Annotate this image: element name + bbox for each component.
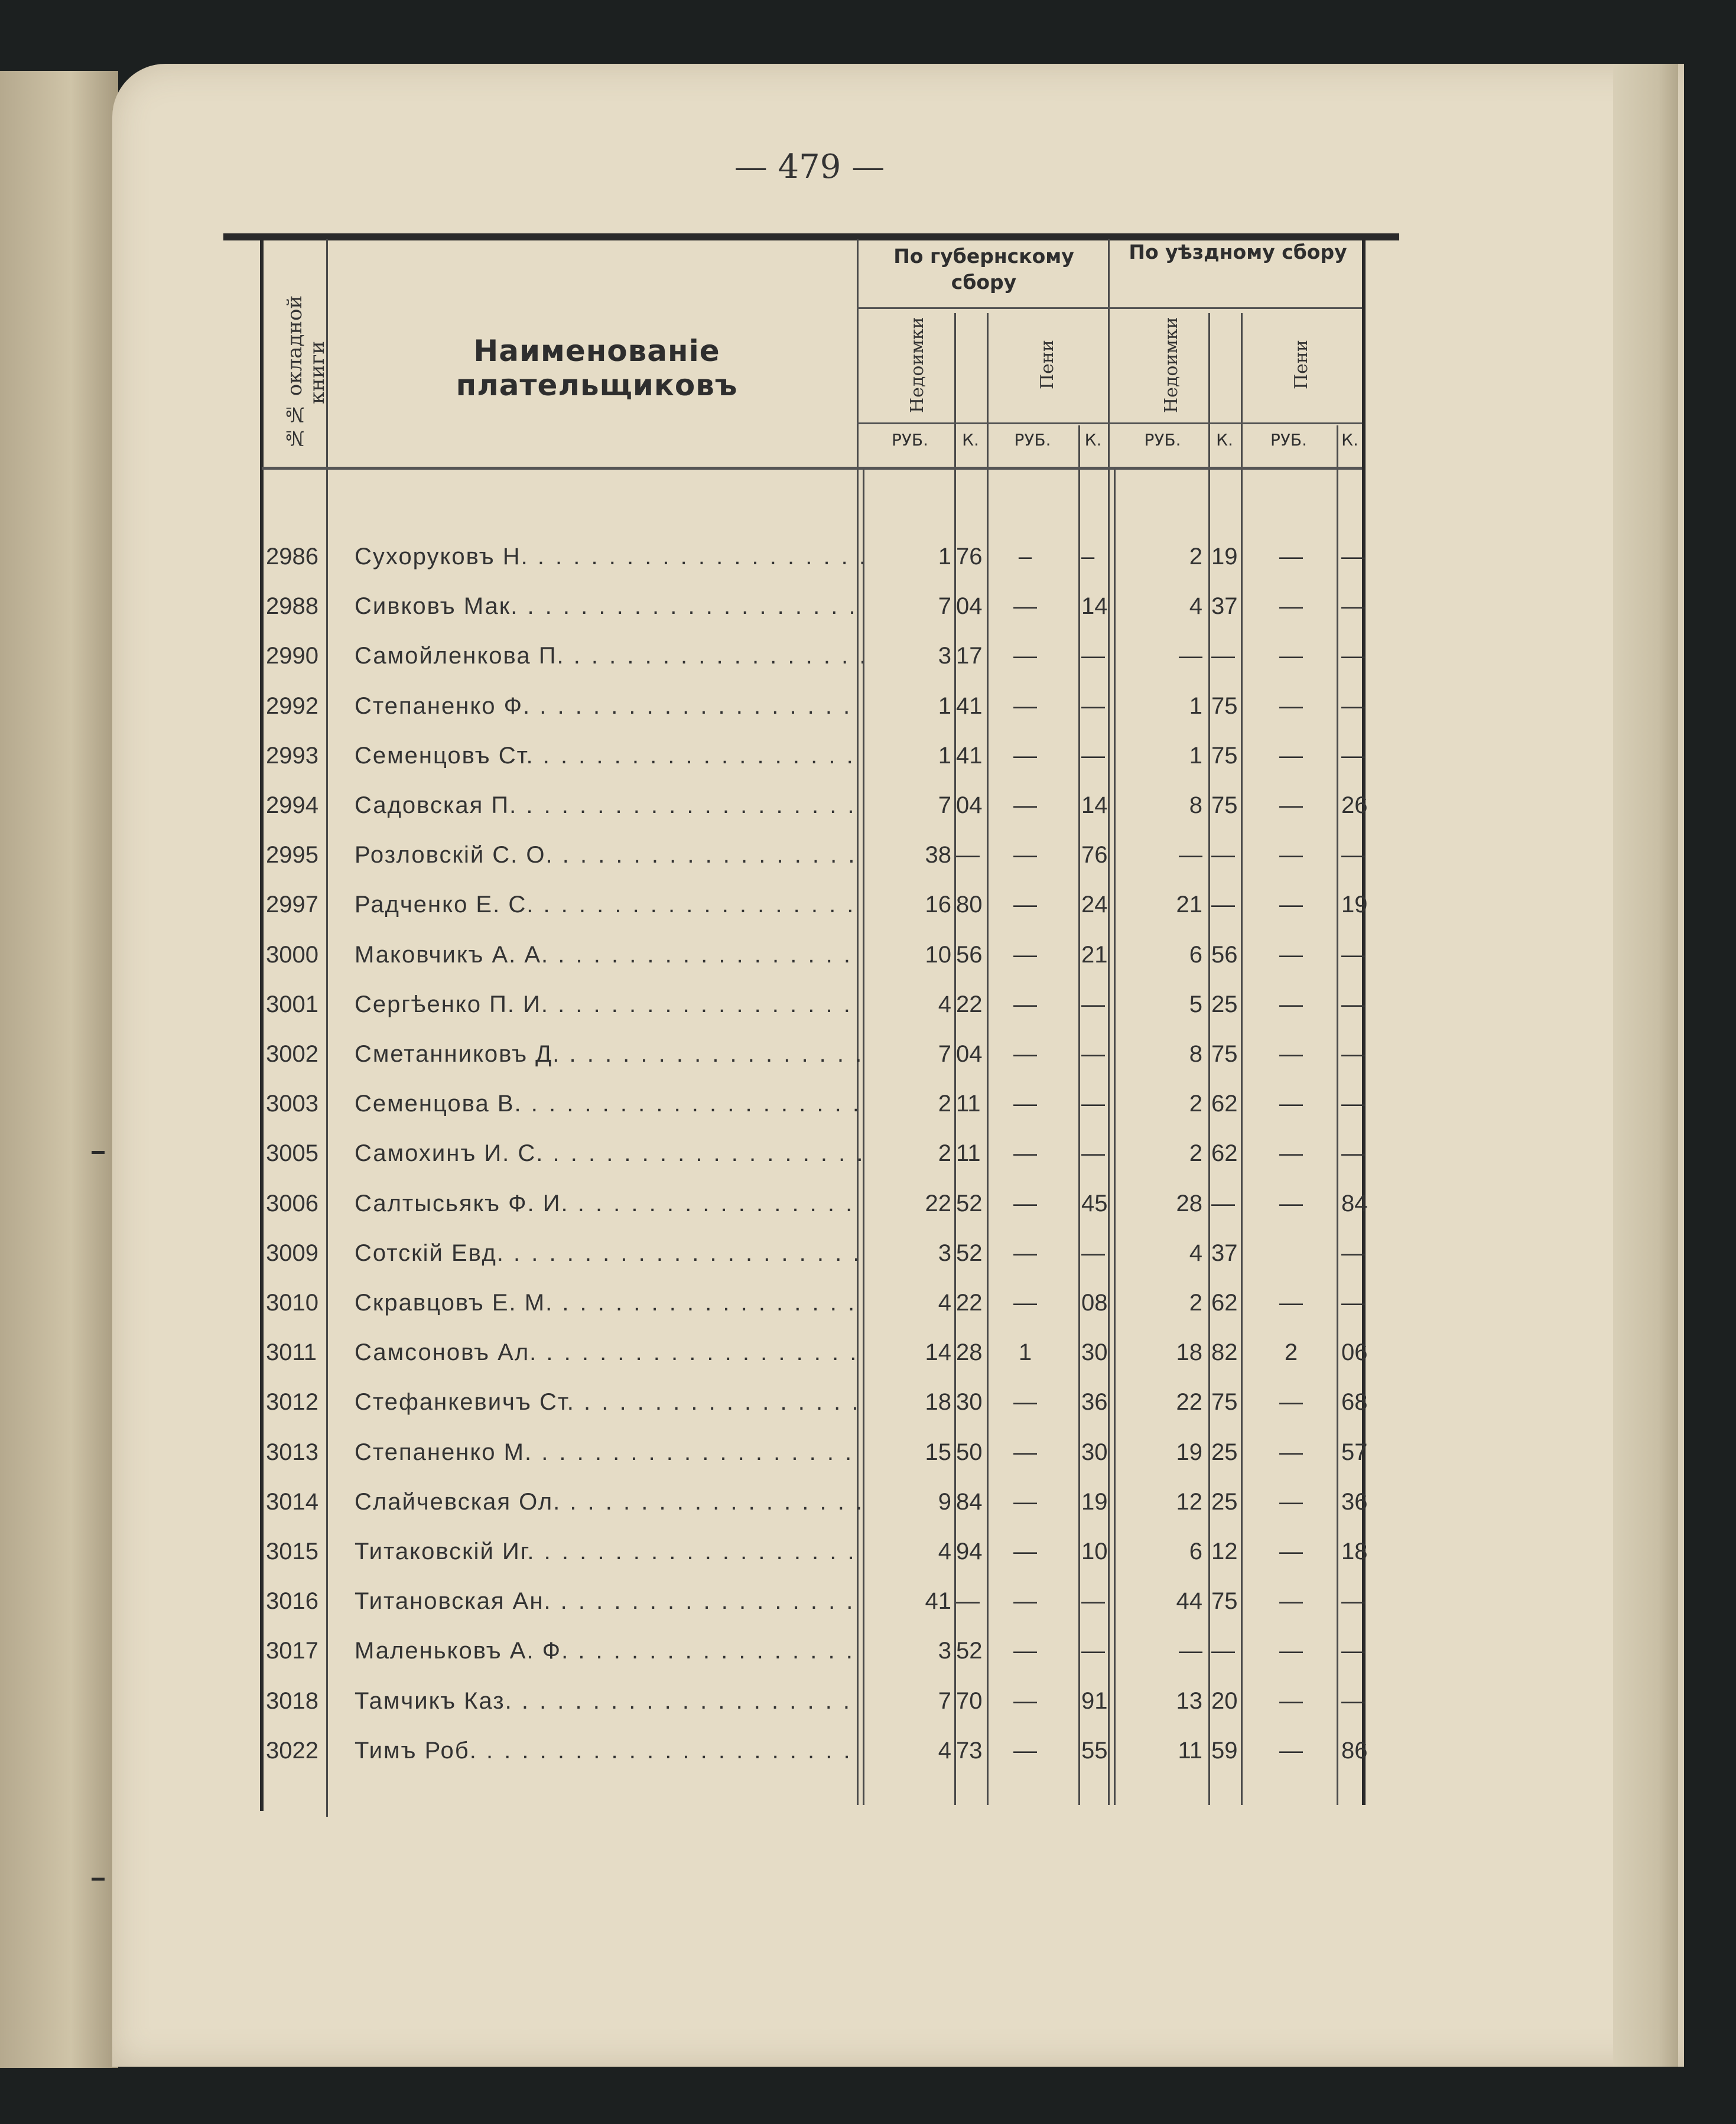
g-penalty-kop: 19 bbox=[1081, 1488, 1108, 1515]
table-row bbox=[0, 1179, 1736, 1228]
g-penalty-rub: — bbox=[1013, 842, 1037, 869]
u-arrears-kop: 62 bbox=[1211, 1140, 1238, 1167]
g-penalty-kop: — bbox=[1081, 742, 1105, 769]
g-arrears-rub: 3 bbox=[938, 1638, 951, 1664]
u-penalty-kop: 26 bbox=[1341, 792, 1368, 818]
table-row bbox=[0, 1228, 1736, 1278]
u-penalty-rub: — bbox=[1279, 593, 1303, 620]
u-penalty-kop: — bbox=[1341, 1290, 1365, 1316]
table-row bbox=[0, 1676, 1736, 1726]
g-penalty-kop: – bbox=[1081, 544, 1095, 570]
u-penalty-rub: — bbox=[1279, 1140, 1303, 1167]
u-penalty-kop: 57 bbox=[1341, 1439, 1368, 1465]
u-penalty-rub: — bbox=[1279, 892, 1303, 918]
u-penalty-kop: — bbox=[1341, 1588, 1365, 1615]
g-penalty-rub: — bbox=[1013, 692, 1037, 719]
u-arrears-kop: 75 bbox=[1211, 1041, 1238, 1067]
payer-name: Тамчикъ Каз. . . . bbox=[355, 1676, 863, 1726]
u-penalty-rub: — bbox=[1279, 842, 1303, 869]
u-arrears-rub: — bbox=[1179, 842, 1202, 869]
g-arrears-kop: 80 bbox=[956, 892, 983, 918]
book-number: 2990 bbox=[266, 643, 318, 669]
u-arrears-kop: — bbox=[1211, 892, 1235, 918]
g-arrears-kop: 41 bbox=[956, 692, 983, 719]
payer-name: Стефанкевичъ Ст. . . . bbox=[355, 1377, 863, 1427]
u-penalty-kop: — bbox=[1341, 593, 1365, 620]
payer-name: Радченко Е. С. . . . bbox=[355, 880, 863, 929]
payer-name: Розловскій С. О. . . . bbox=[355, 830, 863, 880]
unit-g-ned-rub: РУБ. bbox=[891, 430, 929, 450]
u-arrears-rub: 22 bbox=[1176, 1389, 1202, 1416]
u-penalty-rub: — bbox=[1279, 1538, 1303, 1564]
g-penalty-rub: — bbox=[1013, 1240, 1037, 1266]
margin-mark bbox=[92, 1878, 105, 1881]
g-arrears-rub: 41 bbox=[925, 1588, 951, 1615]
u-arrears-kop: 56 bbox=[1211, 941, 1238, 968]
u-penalty-rub: — bbox=[1279, 1687, 1303, 1714]
u-penalty-kop: 19 bbox=[1341, 892, 1368, 918]
g-penalty-kop: 30 bbox=[1081, 1439, 1108, 1465]
payer-name: Сухоруковъ Н. . . . bbox=[355, 532, 863, 581]
g-penalty-rub: — bbox=[1013, 593, 1037, 620]
u-penalty-rub: — bbox=[1279, 1389, 1303, 1416]
u-arrears-rub: 1 bbox=[1189, 692, 1202, 719]
u-penalty-kop: 06 bbox=[1341, 1339, 1368, 1366]
u-penalty-rub: — bbox=[1279, 1439, 1303, 1465]
book-number: 3009 bbox=[266, 1240, 318, 1266]
u-penalty-kop: — bbox=[1341, 1638, 1365, 1664]
g-penalty-rub: — bbox=[1013, 1538, 1037, 1564]
header-bottom-rule bbox=[262, 467, 1362, 470]
g-penalty-kop: 24 bbox=[1081, 892, 1108, 918]
table-row bbox=[0, 780, 1736, 830]
g-arrears-rub: 7 bbox=[938, 593, 951, 620]
u-arrears-rub: 19 bbox=[1176, 1439, 1202, 1465]
g-arrears-rub: 4 bbox=[938, 1538, 951, 1564]
g-arrears-kop: 28 bbox=[956, 1339, 983, 1366]
book-number: 3014 bbox=[266, 1488, 318, 1515]
header-book-no: №№ окладной книги bbox=[283, 295, 329, 450]
g-penalty-kop: — bbox=[1081, 643, 1105, 669]
g-arrears-rub: 18 bbox=[925, 1389, 951, 1416]
u-penalty-kop: — bbox=[1341, 1041, 1365, 1067]
u-arrears-rub: 8 bbox=[1189, 1041, 1202, 1067]
payer-name: Степаненко Ф. . . . bbox=[355, 681, 863, 731]
header-u-arrears: Недоимки bbox=[1161, 317, 1182, 413]
u-arrears-rub: 2 bbox=[1189, 1091, 1202, 1117]
g-arrears-rub: 16 bbox=[925, 892, 951, 918]
g-penalty-kop: 10 bbox=[1081, 1538, 1108, 1564]
table-row bbox=[0, 1328, 1736, 1377]
payer-name: Тимъ Роб. . . . bbox=[355, 1726, 863, 1775]
u-penalty-kop: 36 bbox=[1341, 1488, 1368, 1515]
g-penalty-kop: 21 bbox=[1081, 941, 1108, 968]
u-penalty-kop: 18 bbox=[1341, 1538, 1368, 1564]
u-arrears-rub: — bbox=[1179, 643, 1202, 669]
table-row bbox=[0, 681, 1736, 731]
book-number: 2994 bbox=[266, 792, 318, 818]
u-penalty-kop: — bbox=[1341, 544, 1365, 570]
table-row bbox=[0, 631, 1736, 681]
g-arrears-rub: 3 bbox=[938, 643, 951, 669]
g-arrears-kop: — bbox=[956, 1588, 980, 1615]
payer-name: Самохинъ И. С. . . . bbox=[355, 1128, 863, 1178]
g-arrears-kop: — bbox=[956, 842, 980, 869]
unit-g-pen-kop: К. bbox=[1084, 430, 1102, 450]
g-arrears-rub: 10 bbox=[925, 941, 951, 968]
payer-name: Семенцова В. . . . bbox=[355, 1079, 863, 1128]
payer-name: Садовская П. . . . bbox=[355, 780, 863, 830]
g-arrears-rub: 9 bbox=[938, 1488, 951, 1515]
u-arrears-rub: 2 bbox=[1189, 1140, 1202, 1167]
u-arrears-kop: 75 bbox=[1211, 742, 1238, 769]
u-arrears-kop: 19 bbox=[1211, 544, 1238, 570]
g-penalty-rub: — bbox=[1013, 1488, 1037, 1515]
u-arrears-kop: 59 bbox=[1211, 1737, 1238, 1764]
table-row bbox=[0, 1029, 1736, 1079]
u-arrears-kop: 62 bbox=[1211, 1091, 1238, 1117]
u-arrears-rub: 4 bbox=[1189, 1240, 1202, 1266]
u-arrears-kop: 20 bbox=[1211, 1687, 1238, 1714]
unit-u-pen-rub: РУБ. bbox=[1270, 430, 1308, 450]
u-arrears-rub: 11 bbox=[1178, 1737, 1202, 1764]
book-number: 2988 bbox=[266, 593, 318, 620]
table-row bbox=[0, 1427, 1736, 1477]
u-arrears-kop: — bbox=[1211, 842, 1235, 869]
unit-u-ned-rub: РУБ. bbox=[1144, 430, 1181, 450]
u-arrears-kop: 62 bbox=[1211, 1290, 1238, 1316]
g-penalty-kop: 45 bbox=[1081, 1190, 1108, 1216]
u-penalty-kop: — bbox=[1341, 991, 1365, 1017]
payer-name: Слайчевская Ол. . . . bbox=[355, 1477, 863, 1527]
u-arrears-rub: 6 bbox=[1189, 941, 1202, 968]
payer-name: Скравцовъ Е. М. . . . bbox=[355, 1278, 863, 1328]
u-penalty-rub: — bbox=[1279, 643, 1303, 669]
g-arrears-rub: 1 bbox=[938, 544, 951, 570]
g-penalty-rub: — bbox=[1013, 792, 1037, 818]
g-arrears-kop: 17 bbox=[956, 643, 983, 669]
g-arrears-kop: 70 bbox=[956, 1687, 983, 1714]
u-arrears-kop: 25 bbox=[1211, 1488, 1238, 1515]
u-arrears-kop: 25 bbox=[1211, 1439, 1238, 1465]
g-penalty-kop: — bbox=[1081, 991, 1105, 1017]
u-penalty-kop: — bbox=[1341, 1091, 1365, 1117]
g-penalty-rub: — bbox=[1013, 1638, 1037, 1664]
g-arrears-kop: 76 bbox=[956, 544, 983, 570]
book-number: 3003 bbox=[266, 1091, 318, 1117]
u-penalty-rub: — bbox=[1279, 941, 1303, 968]
header-g-penalties: Пени bbox=[1037, 340, 1058, 390]
g-penalty-kop: 30 bbox=[1081, 1339, 1108, 1366]
table-row bbox=[0, 532, 1736, 581]
g-arrears-rub: 7 bbox=[938, 1041, 951, 1067]
u-arrears-kop: 75 bbox=[1211, 1389, 1238, 1416]
g-penalty-rub: — bbox=[1013, 1041, 1037, 1067]
u-penalty-kop: — bbox=[1341, 643, 1365, 669]
g-arrears-kop: 04 bbox=[956, 1041, 983, 1067]
g-penalty-kop: — bbox=[1081, 1091, 1105, 1117]
table-row bbox=[0, 1079, 1736, 1128]
g-penalty-kop: — bbox=[1081, 692, 1105, 719]
payer-name: Салтысьякъ Ф. И. . . . bbox=[355, 1179, 863, 1228]
g-arrears-kop: 56 bbox=[956, 941, 983, 968]
g-penalty-rub: — bbox=[1013, 1389, 1037, 1416]
u-penalty-rub: — bbox=[1279, 792, 1303, 818]
book-number: 3002 bbox=[266, 1041, 318, 1067]
g-arrears-kop: 84 bbox=[956, 1488, 983, 1515]
g-arrears-rub: 38 bbox=[925, 842, 951, 869]
u-arrears-rub: — bbox=[1179, 1638, 1202, 1664]
u-arrears-kop: 37 bbox=[1211, 1240, 1238, 1266]
payer-name: Титаковскій Иг. . . . bbox=[355, 1527, 863, 1576]
g-arrears-rub: 4 bbox=[938, 991, 951, 1017]
u-penalty-kop: — bbox=[1341, 941, 1365, 968]
table-row bbox=[0, 930, 1736, 980]
book-number: 3017 bbox=[266, 1638, 318, 1664]
g-penalty-rub: — bbox=[1013, 941, 1037, 968]
g-arrears-kop: 22 bbox=[956, 1290, 983, 1316]
g-arrears-kop: 52 bbox=[956, 1638, 983, 1664]
g-penalty-rub: — bbox=[1013, 1737, 1037, 1764]
book-number: 3013 bbox=[266, 1439, 318, 1465]
unit-u-pen-kop: К. bbox=[1341, 430, 1358, 450]
g-arrears-rub: 7 bbox=[938, 1687, 951, 1714]
payer-name: Сметанниковъ Д. . . . bbox=[355, 1029, 863, 1079]
book-number: 2993 bbox=[266, 742, 318, 769]
g-penalty-kop: — bbox=[1081, 1638, 1105, 1664]
payer-name: Сивковъ Мак. . . . bbox=[355, 581, 863, 631]
u-arrears-rub: 44 bbox=[1176, 1588, 1202, 1615]
book-number: 3001 bbox=[266, 991, 318, 1017]
g-arrears-rub: 2 bbox=[938, 1140, 951, 1167]
g-arrears-kop: 94 bbox=[956, 1538, 983, 1564]
payer-name: Сотскій Евд. . . . bbox=[355, 1228, 863, 1278]
payer-name: Самсоновъ Ал. . . . bbox=[355, 1328, 863, 1377]
unit-g-pen-rub: РУБ. bbox=[1014, 430, 1051, 450]
payer-name: Степаненко М. . . . bbox=[355, 1427, 863, 1477]
u-penalty-kop: — bbox=[1341, 1240, 1365, 1266]
header-u-penalties: Пени bbox=[1291, 340, 1312, 390]
u-penalty-kop: — bbox=[1341, 742, 1365, 769]
u-arrears-rub: 4 bbox=[1189, 593, 1202, 620]
u-arrears-kop: — bbox=[1211, 1638, 1235, 1664]
page-number: — 479 — bbox=[734, 148, 885, 186]
header-rule-subgroups bbox=[857, 307, 1362, 309]
book-number: 3022 bbox=[266, 1737, 318, 1764]
g-arrears-kop: 11 bbox=[956, 1091, 981, 1117]
header-gubernia: По губернскому сбору bbox=[893, 245, 1074, 294]
g-arrears-kop: 04 bbox=[956, 593, 983, 620]
g-penalty-rub: — bbox=[1013, 742, 1037, 769]
payer-name: Маленьковъ А. Ф. . . . bbox=[355, 1626, 863, 1676]
table-row bbox=[0, 1576, 1736, 1626]
u-penalty-kop: — bbox=[1341, 1140, 1365, 1167]
header-rule-units bbox=[857, 422, 1362, 424]
g-penalty-kop: — bbox=[1081, 1588, 1105, 1615]
book-number: 2986 bbox=[266, 544, 318, 570]
g-penalty-rub: — bbox=[1013, 1439, 1037, 1465]
g-penalty-rub: — bbox=[1013, 1190, 1037, 1216]
u-penalty-rub: 2 bbox=[1284, 1339, 1298, 1366]
margin-mark bbox=[92, 1151, 105, 1154]
g-arrears-rub: 22 bbox=[925, 1190, 951, 1216]
g-arrears-kop: 52 bbox=[956, 1190, 983, 1216]
g-arrears-rub: 3 bbox=[938, 1240, 951, 1266]
g-arrears-rub: 4 bbox=[938, 1737, 951, 1764]
payer-name: Титановская Ан. . . . bbox=[355, 1576, 863, 1626]
u-penalty-rub: — bbox=[1279, 692, 1303, 719]
u-penalty-rub: — bbox=[1279, 742, 1303, 769]
table-row bbox=[0, 1477, 1736, 1527]
u-penalty-kop: — bbox=[1341, 842, 1365, 869]
u-penalty-rub: — bbox=[1279, 1190, 1303, 1216]
table-row bbox=[0, 880, 1736, 929]
g-arrears-kop: 50 bbox=[956, 1439, 983, 1465]
book-number: 2995 bbox=[266, 842, 318, 869]
u-arrears-rub: 8 bbox=[1189, 792, 1202, 818]
u-penalty-rub: — bbox=[1279, 1488, 1303, 1515]
u-penalty-rub: — bbox=[1279, 1737, 1303, 1764]
u-arrears-rub: 2 bbox=[1189, 544, 1202, 570]
u-arrears-kop: 82 bbox=[1211, 1339, 1238, 1366]
book-number: 3006 bbox=[266, 1190, 318, 1216]
u-arrears-rub: 2 bbox=[1189, 1290, 1202, 1316]
payer-name: Семенцовъ Ст. . . . bbox=[355, 731, 863, 780]
g-penalty-rub: — bbox=[1013, 1687, 1037, 1714]
u-arrears-kop: — bbox=[1211, 1190, 1235, 1216]
payer-name: Маковчикъ А. А. . . . bbox=[355, 930, 863, 980]
u-penalty-rub: — bbox=[1279, 1638, 1303, 1664]
g-penalty-kop: 36 bbox=[1081, 1389, 1108, 1416]
table-row bbox=[0, 1726, 1736, 1775]
g-arrears-kop: 30 bbox=[956, 1389, 983, 1416]
book-number: 3010 bbox=[266, 1290, 318, 1316]
g-penalty-kop: — bbox=[1081, 1240, 1105, 1266]
book-number: 3000 bbox=[266, 941, 318, 968]
g-penalty-rub: — bbox=[1013, 1140, 1037, 1167]
u-penalty-kop: — bbox=[1341, 692, 1365, 719]
table-row bbox=[0, 980, 1736, 1029]
g-arrears-kop: 52 bbox=[956, 1240, 983, 1266]
g-penalty-kop: 14 bbox=[1081, 792, 1108, 818]
u-arrears-rub: 12 bbox=[1176, 1488, 1202, 1515]
table-row bbox=[0, 1278, 1736, 1328]
g-penalty-rub: — bbox=[1013, 1588, 1037, 1615]
book-number: 3011 bbox=[266, 1339, 317, 1366]
g-penalty-kop: 14 bbox=[1081, 593, 1108, 620]
g-penalty-rub: — bbox=[1013, 643, 1037, 669]
g-arrears-rub: 7 bbox=[938, 792, 951, 818]
g-penalty-kop: 76 bbox=[1081, 842, 1108, 869]
header-uezd: По уѣздному сбору bbox=[1129, 240, 1347, 264]
u-arrears-kop: 37 bbox=[1211, 593, 1238, 620]
u-arrears-kop: — bbox=[1211, 643, 1235, 669]
u-arrears-kop: 25 bbox=[1211, 991, 1238, 1017]
g-penalty-rub: — bbox=[1013, 1091, 1037, 1117]
payer-name: Самойленкова П. . . . bbox=[355, 631, 863, 681]
table-row bbox=[0, 1377, 1736, 1427]
g-arrears-rub: 2 bbox=[938, 1091, 951, 1117]
g-arrears-rub: 15 bbox=[925, 1439, 951, 1465]
u-arrears-kop: 75 bbox=[1211, 692, 1238, 719]
u-arrears-rub: 5 bbox=[1189, 991, 1202, 1017]
g-penalty-kop: 55 bbox=[1081, 1737, 1108, 1764]
u-arrears-rub: 1 bbox=[1189, 742, 1202, 769]
u-arrears-kop: 75 bbox=[1211, 1588, 1238, 1615]
book-number: 2997 bbox=[266, 892, 318, 918]
u-penalty-rub: — bbox=[1279, 991, 1303, 1017]
u-penalty-rub: — bbox=[1279, 1041, 1303, 1067]
u-arrears-kop: 12 bbox=[1211, 1538, 1238, 1564]
u-arrears-kop: 75 bbox=[1211, 792, 1238, 818]
u-penalty-rub: — bbox=[1279, 1091, 1303, 1117]
book-number: 3018 bbox=[266, 1687, 318, 1714]
u-penalty-rub: — bbox=[1279, 544, 1303, 570]
book-number: 3015 bbox=[266, 1538, 318, 1564]
g-arrears-rub: 14 bbox=[925, 1339, 951, 1366]
u-penalty-kop: — bbox=[1341, 1687, 1365, 1714]
book-number: 3016 bbox=[266, 1588, 318, 1615]
g-penalty-rub: — bbox=[1013, 892, 1037, 918]
g-penalty-rub: — bbox=[1013, 1290, 1037, 1316]
u-arrears-rub: 13 bbox=[1176, 1687, 1202, 1714]
g-penalty-rub: – bbox=[1018, 544, 1032, 570]
unit-g-ned-kop: К. bbox=[962, 430, 979, 450]
g-arrears-rub: 4 bbox=[938, 1290, 951, 1316]
g-arrears-kop: 04 bbox=[956, 792, 983, 818]
table-row bbox=[0, 581, 1736, 631]
g-penalty-kop: 91 bbox=[1081, 1687, 1108, 1714]
book-number: 3012 bbox=[266, 1389, 318, 1416]
book-number: 2992 bbox=[266, 692, 318, 719]
g-arrears-kop: 73 bbox=[956, 1737, 983, 1764]
table-row bbox=[0, 1128, 1736, 1178]
g-arrears-kop: 22 bbox=[956, 991, 983, 1017]
book-number: 3005 bbox=[266, 1140, 318, 1167]
g-penalty-rub: — bbox=[1013, 991, 1037, 1017]
header-payer-name: Наименованіе плательщиковъ bbox=[456, 334, 738, 402]
payer-name: Сергѣенко П. И. . . . bbox=[355, 980, 863, 1029]
header-g-arrears: Недоимки bbox=[907, 317, 928, 413]
g-arrears-rub: 1 bbox=[938, 692, 951, 719]
table-row bbox=[0, 1626, 1736, 1676]
g-penalty-kop: — bbox=[1081, 1041, 1105, 1067]
table-row bbox=[0, 1527, 1736, 1576]
table-row bbox=[0, 731, 1736, 780]
g-penalty-kop: 08 bbox=[1081, 1290, 1108, 1316]
u-arrears-rub: 6 bbox=[1189, 1538, 1202, 1564]
g-arrears-rub: 1 bbox=[938, 742, 951, 769]
g-arrears-kop: 41 bbox=[956, 742, 983, 769]
u-penalty-rub: — bbox=[1279, 1290, 1303, 1316]
g-penalty-rub: 1 bbox=[1018, 1339, 1032, 1366]
g-arrears-kop: 11 bbox=[956, 1140, 981, 1167]
u-penalty-kop: 86 bbox=[1341, 1737, 1368, 1764]
g-penalty-kop: — bbox=[1081, 1140, 1105, 1167]
u-penalty-kop: 68 bbox=[1341, 1389, 1368, 1416]
u-arrears-rub: 18 bbox=[1176, 1339, 1202, 1366]
unit-u-ned-kop: К. bbox=[1216, 430, 1233, 450]
table-row bbox=[0, 830, 1736, 880]
u-penalty-kop: 84 bbox=[1341, 1190, 1368, 1216]
u-penalty-rub: — bbox=[1279, 1588, 1303, 1615]
u-arrears-rub: 28 bbox=[1176, 1190, 1202, 1216]
u-arrears-rub: 21 bbox=[1176, 892, 1202, 918]
